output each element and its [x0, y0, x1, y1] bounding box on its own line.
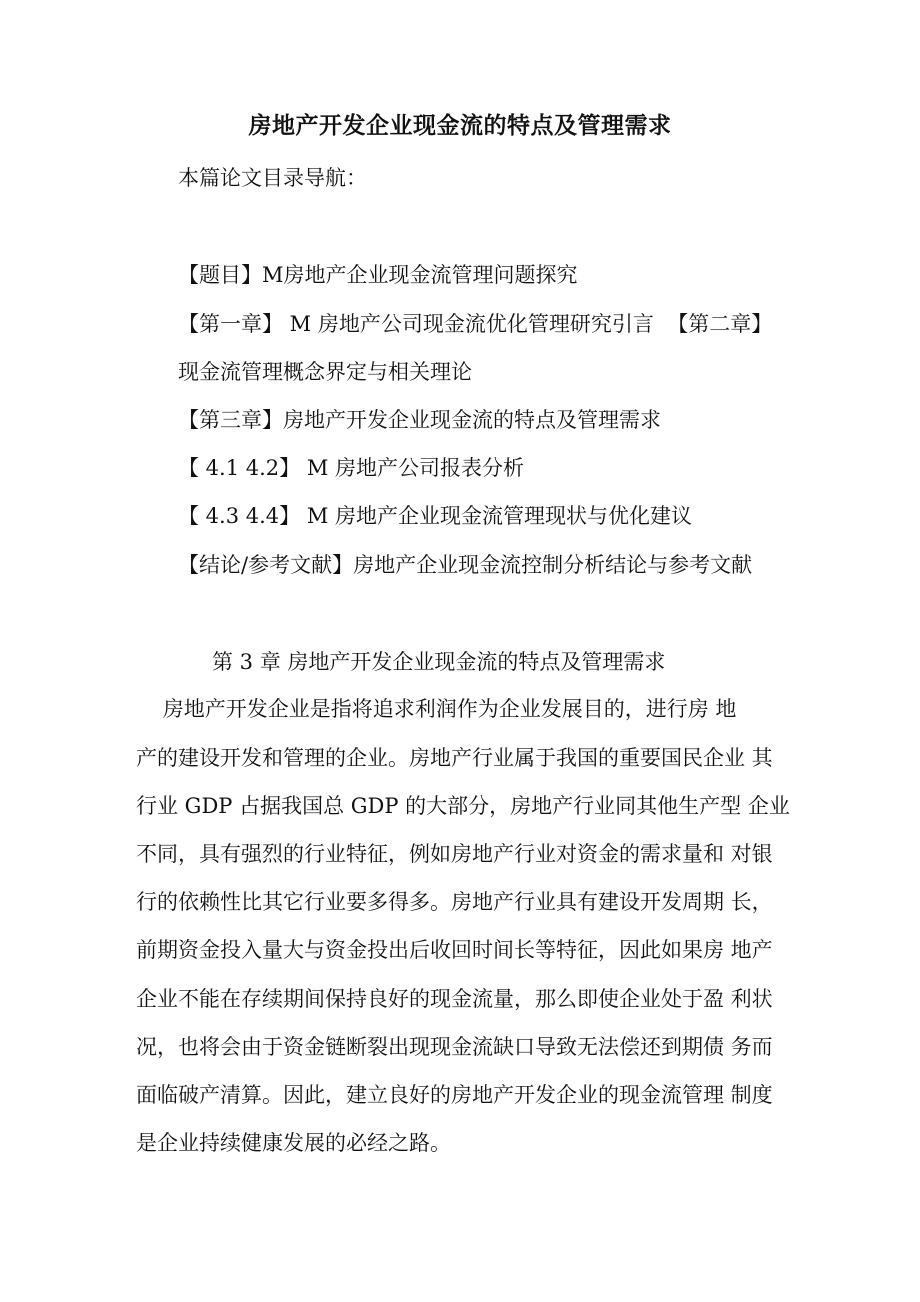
- paragraph-line: 前期资金投入量大与资金投出后收回时间长等特征，因此如果房 地产: [136, 938, 773, 962]
- paragraph-line: 产的建设开发和管理的企业。房地产行业属于我国的重要国民企业 其: [136, 746, 773, 770]
- paragraph-line: 企业不能在存续期间保持良好的现金流量，那么即使企业处于盈 利状: [136, 987, 773, 1011]
- toc-item[interactable]: 现金流管理概念界定与相关理论: [178, 360, 472, 384]
- paragraph-line: 行的依赖性比其它行业要多得多。房地产行业具有建设开发周期 长，: [136, 890, 773, 914]
- chapter-heading: 第 3 章 房地产开发企业现金流的特点及管理需求: [212, 650, 666, 674]
- paragraph-line: 是企业持续健康发展的必经之路。: [136, 1131, 451, 1155]
- paragraph-line: 房地产开发企业是指将追求利润作为企业发展目的，进行房 地: [136, 697, 737, 721]
- toc-item[interactable]: 【第三章】房地产开发企业现金流的特点及管理需求: [178, 408, 661, 432]
- paragraph-line: 面临破产清算。因此，建立良好的房地产开发企业的现金流管理 制度: [136, 1083, 773, 1107]
- toc-item[interactable]: 【结论/参考文献】房地产企业现金流控制分析结论与参考文献: [178, 553, 753, 577]
- paragraph-line: 况，也将会由于资金链断裂出现现金流缺口导致无法偿还到期债 务而: [136, 1035, 773, 1059]
- toc-item[interactable]: 【第一章】 M 房地产公司现金流优化管理研究引言 【第二章】: [178, 312, 773, 336]
- toc-item[interactable]: 【 4.3 4.4】 M 房地产企业现金流管理现状与优化建议: [178, 504, 692, 528]
- toc-nav-heading: 本篇论文目录导航：: [178, 166, 367, 190]
- paragraph-line: 行业 GDP 占据我国总 GDP 的大部分，房地产行业同其他生产型 企业: [136, 794, 790, 818]
- toc-item[interactable]: 【题目】M房地产企业现金流管理问题探究: [178, 263, 578, 287]
- document-title: 房地产开发企业现金流的特点及管理需求: [248, 113, 672, 139]
- paragraph-line: 不同，具有强烈的行业特征，例如房地产行业对资金的需求量和 对银: [136, 842, 773, 866]
- toc-item[interactable]: 【 4.1 4.2】 M 房地产公司报表分析: [178, 456, 524, 480]
